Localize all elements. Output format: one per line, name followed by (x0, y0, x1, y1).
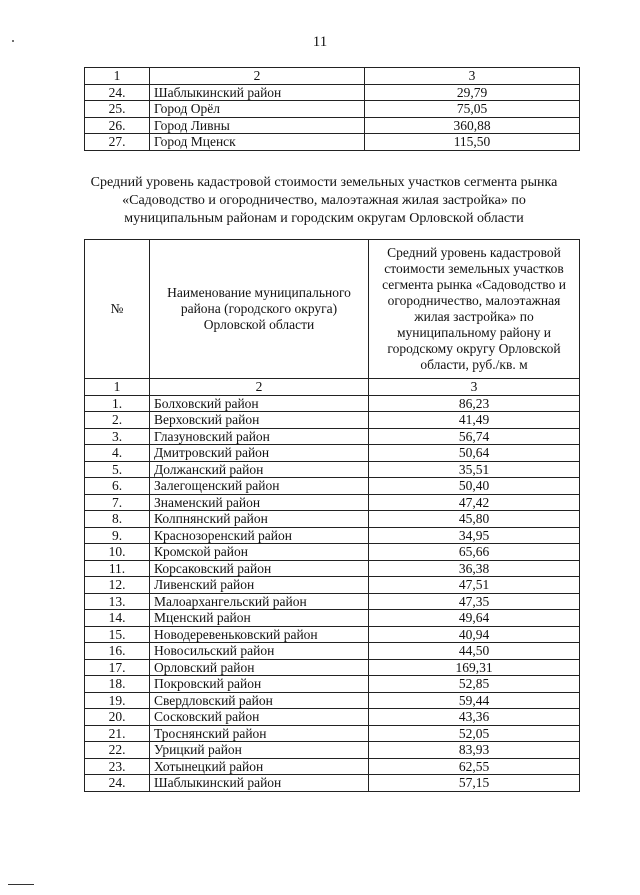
header-district-name: Наименование муниципального района (городского округа) Орловской области (150, 240, 369, 379)
row-number: 14. (85, 610, 150, 627)
district-name: Сосковский район (150, 709, 369, 726)
column-number-1: 1 (85, 68, 150, 85)
district-name: Знаменский район (150, 494, 369, 511)
cadastral-value: 41,49 (369, 412, 580, 429)
district-name: Троснянский район (150, 725, 369, 742)
table-row (85, 709, 580, 726)
top-table (84, 67, 580, 151)
cadastral-value: 56,74 (369, 428, 580, 445)
table-row (85, 544, 580, 561)
table-row (85, 428, 580, 445)
cadastral-value: 49,64 (369, 610, 580, 627)
cadastral-value: 45,80 (369, 511, 580, 528)
cadastral-value: 29,79 (365, 84, 580, 101)
district-name: Хотынецкий район (150, 758, 369, 775)
table-row (85, 445, 580, 462)
table-row (85, 560, 580, 577)
row-number: 9. (85, 527, 150, 544)
table-row (85, 775, 580, 792)
district-name: Колпнянский район (150, 511, 369, 528)
cadastral-value: 86,23 (369, 395, 580, 412)
cadastral-value: 40,94 (369, 626, 580, 643)
table-row (85, 659, 580, 676)
cadastral-value: 50,64 (369, 445, 580, 462)
table-row (85, 461, 580, 478)
district-name: Город Орёл (150, 101, 365, 118)
table-row (85, 134, 580, 151)
row-number: 20. (85, 709, 150, 726)
table-row (85, 395, 580, 412)
row-number: 21. (85, 725, 150, 742)
district-name: Ливенский район (150, 577, 369, 594)
column-number-3: 3 (365, 68, 580, 85)
cadastral-value: 44,50 (369, 643, 580, 660)
table-row (85, 117, 580, 134)
district-name: Болховский район (150, 395, 369, 412)
table-row (85, 84, 580, 101)
district-name: Глазуновский район (150, 428, 369, 445)
cadastral-value: 360,88 (365, 117, 580, 134)
district-name: Покровский район (150, 676, 369, 693)
table-caption: Средний уровень кадастровой стоимости земельных участков сегмента рынка «Садоводство и огородничество, малоэтажная жилая застройка» по муниципальным районам и городским округам Орловской области (90, 175, 558, 226)
table-row (85, 478, 580, 495)
header-cadastral-value: Средний уровень кадастровой стоимости земельных участков сегмента рынка «Садоводство и огородничество, малоэтажная жилая застройка» по муниципальному району и городскому округу Орловской области, руб./кв. м (369, 240, 580, 379)
cadastral-value: 62,55 (369, 758, 580, 775)
row-number: 17. (85, 659, 150, 676)
table-row (85, 692, 580, 709)
table-column-numbers-row (85, 379, 580, 396)
district-name: Шаблыкинский район (150, 84, 365, 101)
row-number: 5. (85, 461, 150, 478)
cadastral-value: 115,50 (365, 134, 580, 151)
table-row (85, 593, 580, 610)
district-name: Шаблыкинский район (150, 775, 369, 792)
row-number: 23. (85, 758, 150, 775)
district-name: Урицкий район (150, 742, 369, 759)
district-name: Верховский район (150, 412, 369, 429)
district-name: Свердловский район (150, 692, 369, 709)
row-number: 11. (85, 560, 150, 577)
district-name: Дмитровский район (150, 445, 369, 462)
row-number: 24. (85, 775, 150, 792)
row-number: 1. (85, 395, 150, 412)
cadastral-value: 35,51 (369, 461, 580, 478)
row-number: 19. (85, 692, 150, 709)
row-number: 15. (85, 626, 150, 643)
row-number: 22. (85, 742, 150, 759)
district-name: Город Мценск (150, 134, 365, 151)
cadastral-value: 57,15 (369, 775, 580, 792)
row-number: 12. (85, 577, 150, 594)
table-row (85, 725, 580, 742)
header-number: № (85, 240, 150, 379)
table-row (85, 412, 580, 429)
district-name: Город Ливны (150, 117, 365, 134)
cadastral-value: 47,42 (369, 494, 580, 511)
row-number: 4. (85, 445, 150, 462)
row-number: 6. (85, 478, 150, 495)
row-number: 27. (85, 134, 150, 151)
cadastral-value: 47,35 (369, 593, 580, 610)
cadastral-value: 59,44 (369, 692, 580, 709)
column-number-2: 2 (150, 379, 369, 396)
cadastral-value: 36,38 (369, 560, 580, 577)
table-row (85, 758, 580, 775)
top-table-body (85, 68, 580, 151)
table-row (85, 494, 580, 511)
table-row (85, 676, 580, 693)
table-header-row (85, 240, 580, 379)
cadastral-value: 52,05 (369, 725, 580, 742)
row-number: 10. (85, 544, 150, 561)
table-row (85, 527, 580, 544)
cadastral-value: 75,05 (365, 101, 580, 118)
table-row (85, 577, 580, 594)
row-number: 8. (85, 511, 150, 528)
row-number: 26. (85, 117, 150, 134)
district-name: Новодеревеньковский район (150, 626, 369, 643)
row-number: 18. (85, 676, 150, 693)
footer-mark (8, 884, 34, 885)
cadastral-value: 52,85 (369, 676, 580, 693)
column-number-1: 1 (85, 379, 150, 396)
district-name: Малоархангельский район (150, 593, 369, 610)
column-number-3: 3 (369, 379, 580, 396)
column-number-2: 2 (150, 68, 365, 85)
table-column-numbers-row (85, 68, 580, 85)
cadastral-value: 34,95 (369, 527, 580, 544)
district-name: Краснозоренский район (150, 527, 369, 544)
cadastral-value: 169,31 (369, 659, 580, 676)
row-number: 3. (85, 428, 150, 445)
table-row (85, 511, 580, 528)
district-name: Залегощенский район (150, 478, 369, 495)
district-name: Корсаковский район (150, 560, 369, 577)
district-name: Должанский район (150, 461, 369, 478)
table-row (85, 626, 580, 643)
main-table-body (85, 240, 580, 792)
district-name: Орловский район (150, 659, 369, 676)
main-table (84, 239, 580, 792)
table-row (85, 610, 580, 627)
cadastral-value: 50,40 (369, 478, 580, 495)
row-number: 24. (85, 84, 150, 101)
row-number: 16. (85, 643, 150, 660)
row-number: 13. (85, 593, 150, 610)
row-number: 25. (85, 101, 150, 118)
table-row (85, 742, 580, 759)
cadastral-value: 65,66 (369, 544, 580, 561)
page-number: 11 (312, 34, 328, 50)
row-number: 7. (85, 494, 150, 511)
cadastral-value: 47,51 (369, 577, 580, 594)
district-name: Мценский район (150, 610, 369, 627)
cadastral-value: 43,36 (369, 709, 580, 726)
district-name: Кромской район (150, 544, 369, 561)
table-row (85, 643, 580, 660)
district-name: Новосильский район (150, 643, 369, 660)
row-number: 2. (85, 412, 150, 429)
cadastral-value: 83,93 (369, 742, 580, 759)
table-row (85, 101, 580, 118)
